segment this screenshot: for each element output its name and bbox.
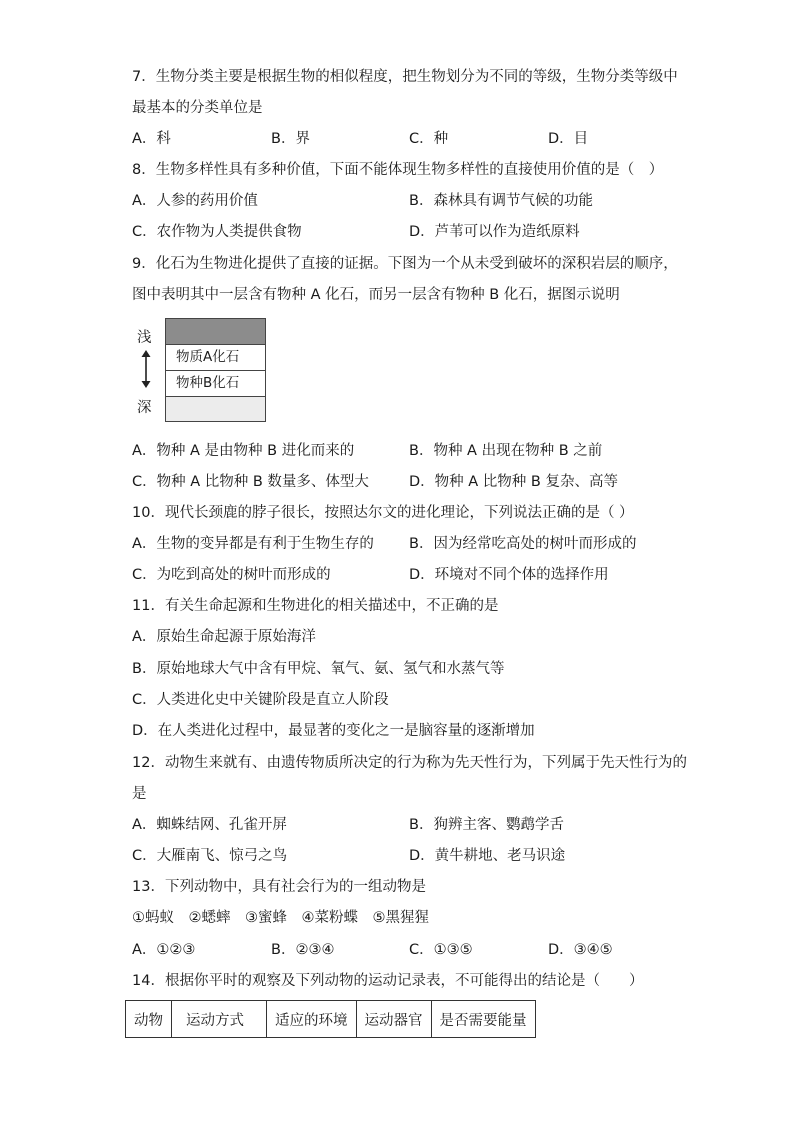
q8-option-a: A．人参的药用价值 xyxy=(132,193,258,209)
q10-option-a: A．生物的变异都是有利于生物生存的 xyxy=(132,536,374,552)
motion-record-table xyxy=(125,1000,536,1038)
deep-label: 深 xyxy=(137,400,152,416)
q10-option-c: C．为吃到高处的树叶而形成的 xyxy=(132,567,331,583)
q12-stem-line1: 12．动物生来就有、由遗传物质所决定的行为称为先天性行为，下列属于先天性行为的 xyxy=(132,755,687,771)
q13-items: ①蚂蚁 ②蟋蟀 ③蜜蜂 ④菜粉蝶 ⑤黑猩猩 xyxy=(132,910,429,926)
q11-option-b: B．原始地球大气中含有甲烷、氧气、氨、氢气和水蒸气等 xyxy=(132,661,505,677)
layer-b-fossil: 物种B化石 xyxy=(166,371,265,397)
strata-column xyxy=(165,318,266,422)
q7-option-d: D．目 xyxy=(548,131,589,147)
q10-option-d: D．环境对不同个体的选择作用 xyxy=(409,567,609,583)
q11-option-c: C．人类进化史中关键阶段是直立人阶段 xyxy=(132,692,389,708)
q8-stem: 8．生物多样性具有多种价值，下面不能体现生物多样性的直接使用价值的是（ ） xyxy=(132,162,664,178)
q9-option-d: D．物种 A 比物种 B 复杂、高等 xyxy=(409,474,618,490)
q7-stem-line1: 7．生物分类主要是根据生物的相似程度，把生物划分为不同的等级，生物分类等级中 xyxy=(132,69,678,85)
q9-stem-line2: 图中表明其中一层含有物种 A 化石，而另一层含有物种 B 化石，据图示说明 xyxy=(132,287,620,303)
q10-stem: 10．现代长颈鹿的脖子很长，按照达尔文的进化理论，下列说法正确的是（ ） xyxy=(132,505,634,521)
layer-a-fossil: 物质A化石 xyxy=(166,345,265,371)
q9-option-a: A．物种 A 是由物种 B 进化而来的 xyxy=(132,443,355,459)
q12-option-a: A．蜘蛛结网、孔雀开屏 xyxy=(132,817,287,833)
q9-option-b: B．物种 A 出现在物种 B 之前 xyxy=(409,443,603,459)
q7-option-a: A．科 xyxy=(132,131,171,147)
q8-option-b: B．森林具有调节气候的功能 xyxy=(409,193,593,209)
q7-stem-line2: 最基本的分类单位是 xyxy=(132,100,263,116)
q9-option-c: C．物种 A 比物种 B 数量多、体型大 xyxy=(132,474,369,490)
q7-option-c: C．种 xyxy=(409,131,449,147)
q13-option-c: C．①③⑤ xyxy=(409,942,473,958)
q7-option-b: B．界 xyxy=(271,131,310,147)
q12-option-b: B．狗辨主客、鹦鹉学舌 xyxy=(409,817,564,833)
bottom-layer xyxy=(166,397,265,421)
q11-stem: 11．有关生命起源和生物进化的相关描述中，不正确的是 xyxy=(132,598,499,614)
q14-stem: 14．根据你平时的观察及下列动物的运动记录表，不可能得出的结论是（ ） xyxy=(132,973,644,989)
q12-stem-line2: 是 xyxy=(132,786,147,802)
table-header-cell: 是否需要能量 xyxy=(431,1001,535,1038)
q9-stem-line1: 9．化石为生物进化提供了直接的证据。下图为一个从未受到破坏的深积岩层的顺序， xyxy=(132,256,678,272)
q11-option-a: A．原始生命起源于原始海洋 xyxy=(132,629,316,645)
q12-option-d: D．黄牛耕地、老马识途 xyxy=(409,848,566,864)
q11-option-d: D．在人类进化过程中，最显著的变化之一是脑容量的逐渐增加 xyxy=(132,723,535,739)
q8-option-d: D．芦苇可以作为造纸原料 xyxy=(409,224,580,240)
table-header-cell: 运动方式 xyxy=(172,1001,267,1038)
table-header-row xyxy=(126,1001,536,1038)
top-layer xyxy=(166,319,265,345)
q13-stem: 13．下列动物中，具有社会行为的一组动物是 xyxy=(132,879,426,895)
table-header-cell: 适应的环境 xyxy=(267,1001,357,1038)
q13-option-b: B．②③④ xyxy=(271,942,335,958)
double-arrow-icon xyxy=(140,350,152,388)
q10-option-b: B．因为经常吃高处的树叶而形成的 xyxy=(409,536,637,552)
q8-option-c: C．农作物为人类提供食物 xyxy=(132,224,302,240)
q13-option-a: A．①②③ xyxy=(132,942,196,958)
table-header-cell: 动物 xyxy=(126,1001,172,1038)
q12-option-c: C．大雁南飞、惊弓之鸟 xyxy=(132,848,288,864)
shallow-label: 浅 xyxy=(137,330,152,346)
table-header-cell: 运动器官 xyxy=(356,1001,431,1038)
q13-option-d: D．③④⑤ xyxy=(548,942,613,958)
